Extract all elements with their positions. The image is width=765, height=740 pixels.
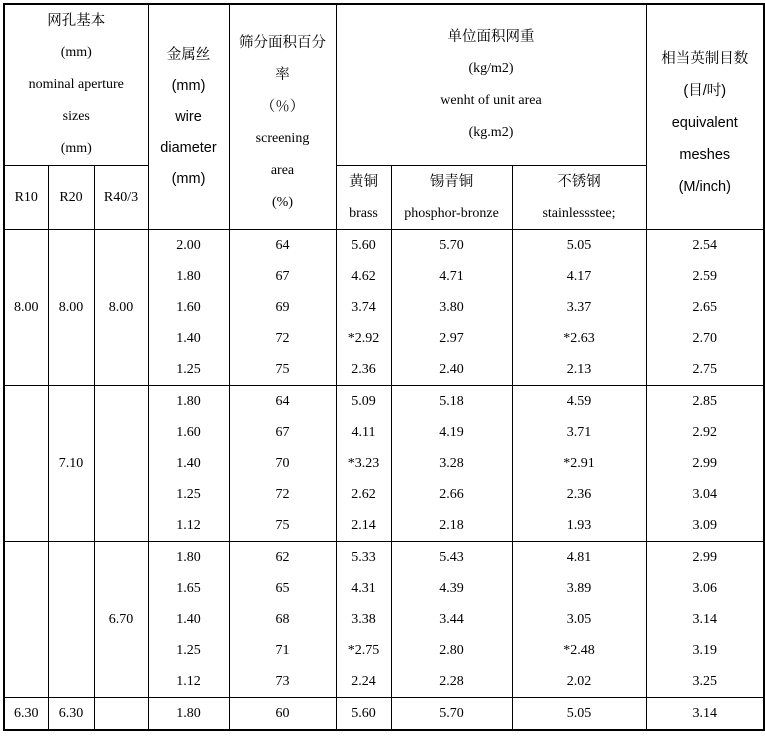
series-cell-r20: 8.00 [48, 230, 94, 386]
cell-steel: 1.93 [512, 510, 646, 542]
cell-brass: 4.31 [336, 573, 391, 604]
header-weight-unit2: (kg.m2) [468, 125, 514, 140]
header-aperture-cn: 网孔基本 [47, 13, 106, 29]
cell-area: 68 [229, 604, 336, 635]
series-cell-r40 [94, 698, 148, 731]
cell-area: 75 [229, 510, 336, 542]
cell-steel: 3.05 [512, 604, 646, 635]
header-bronze-cn: 锡青铜 [429, 173, 474, 190]
cell-bronze: 2.80 [391, 635, 512, 666]
cell-brass: 2.36 [336, 354, 391, 386]
header-area-en2: area [270, 163, 295, 178]
cell-bronze: 3.80 [391, 292, 512, 323]
header-area-cn2: 率 [275, 67, 290, 83]
cell-wire: 1.25 [148, 354, 229, 386]
wire-mesh-spec-table [3, 3, 765, 731]
cell-brass: 3.74 [336, 292, 391, 323]
cell-bronze: 4.71 [391, 261, 512, 292]
cell-brass: *3.23 [336, 448, 391, 479]
cell-area: 72 [229, 479, 336, 510]
header-wire-unit: (mm) [171, 77, 206, 94]
cell-meshes: 3.14 [646, 604, 764, 635]
cell-wire: 1.40 [148, 448, 229, 479]
header-series-r10: R10 [4, 166, 48, 230]
cell-brass: 4.11 [336, 417, 391, 448]
cell-brass: 2.14 [336, 510, 391, 542]
cell-steel: *2.48 [512, 635, 646, 666]
header-screening-area [229, 4, 336, 230]
cell-brass: *2.92 [336, 323, 391, 354]
series-cell-r10: 8.00 [4, 230, 48, 386]
cell-steel: 5.05 [512, 230, 646, 262]
cell-meshes: 3.14 [646, 698, 764, 731]
series-cell-r10 [4, 542, 48, 698]
header-brass-cn: 黄铜 [349, 173, 378, 190]
cell-bronze: 3.44 [391, 604, 512, 635]
cell-brass: 3.38 [336, 604, 391, 635]
cell-steel: 3.89 [512, 573, 646, 604]
cell-bronze: 4.39 [391, 573, 512, 604]
header-eq-unit2: (M/inch) [678, 179, 731, 195]
header-weight-en: wenht of unit area [440, 93, 542, 108]
cell-area: 64 [229, 386, 336, 418]
cell-wire: 1.80 [148, 386, 229, 418]
cell-steel: 2.02 [512, 666, 646, 698]
cell-wire: 1.80 [148, 261, 229, 292]
header-eq-unit: (目/吋) [683, 83, 727, 99]
cell-area: 67 [229, 417, 336, 448]
cell-meshes: 3.04 [646, 479, 764, 510]
cell-wire: 1.25 [148, 635, 229, 666]
header-metal-brass [336, 166, 391, 230]
table-row [4, 698, 764, 731]
header-aperture-en1: nominal aperture [28, 77, 124, 92]
cell-brass: 2.24 [336, 666, 391, 698]
cell-area: 64 [229, 230, 336, 262]
cell-brass: 5.33 [336, 542, 391, 574]
cell-brass: 5.09 [336, 386, 391, 418]
cell-steel: *2.63 [512, 323, 646, 354]
cell-wire: 1.40 [148, 323, 229, 354]
header-eq-en1: equivalent [671, 115, 738, 131]
header-area-en1: screening [255, 131, 310, 146]
series-cell-r10 [4, 386, 48, 542]
series-cell-r20 [48, 542, 94, 698]
header-brass-en: brass [349, 205, 378, 221]
series-cell-r40 [94, 386, 148, 542]
table-row [4, 230, 764, 262]
cell-area: 62 [229, 542, 336, 574]
header-area-unit: (%) [272, 195, 293, 210]
cell-bronze: 2.97 [391, 323, 512, 354]
header-wire-en1: wire [175, 108, 202, 125]
series-cell-r10: 6.30 [4, 698, 48, 731]
header-bronze-en: phosphor-bronze [404, 205, 499, 221]
cell-wire: 1.60 [148, 417, 229, 448]
cell-bronze: 2.66 [391, 479, 512, 510]
cell-area: 65 [229, 573, 336, 604]
header-area-cn1: 筛分面积百分 [239, 35, 326, 51]
cell-wire: 1.65 [148, 573, 229, 604]
cell-area: 70 [229, 448, 336, 479]
header-equivalent-meshes [646, 4, 764, 230]
table-row [4, 542, 764, 574]
cell-steel: 4.59 [512, 386, 646, 418]
cell-steel: 3.71 [512, 417, 646, 448]
cell-wire: 1.60 [148, 292, 229, 323]
cell-bronze: 5.18 [391, 386, 512, 418]
cell-meshes: 2.70 [646, 323, 764, 354]
header-wire-cn: 金属丝 [166, 46, 211, 63]
cell-brass: 5.60 [336, 230, 391, 262]
cell-wire: 1.40 [148, 604, 229, 635]
cell-meshes: 2.59 [646, 261, 764, 292]
cell-wire: 1.12 [148, 666, 229, 698]
header-area-pct: （％） [260, 99, 305, 115]
header-metal-bronze [391, 166, 512, 230]
series-cell-r40: 6.70 [94, 542, 148, 698]
cell-brass: 2.62 [336, 479, 391, 510]
cell-bronze: 2.18 [391, 510, 512, 542]
header-wire-diameter [148, 4, 229, 230]
cell-steel: 3.37 [512, 292, 646, 323]
header-aperture-en2: sizes [62, 109, 90, 124]
cell-bronze: 3.28 [391, 448, 512, 479]
cell-area: 73 [229, 666, 336, 698]
cell-meshes: 2.85 [646, 386, 764, 418]
cell-meshes: 3.06 [646, 573, 764, 604]
header-wire-en2: diameter [160, 139, 217, 156]
cell-meshes: 3.25 [646, 666, 764, 698]
cell-brass: 4.62 [336, 261, 391, 292]
cell-brass: *2.75 [336, 635, 391, 666]
header-aperture-unit: (mm) [60, 45, 92, 60]
series-cell-r20: 6.30 [48, 698, 94, 731]
cell-meshes: 3.19 [646, 635, 764, 666]
cell-bronze: 4.19 [391, 417, 512, 448]
cell-bronze: 5.70 [391, 698, 512, 731]
header-weight-cn: 单位面积网重 [447, 29, 535, 45]
cell-meshes: 2.99 [646, 448, 764, 479]
cell-meshes: 2.99 [646, 542, 764, 574]
cell-wire: 1.25 [148, 479, 229, 510]
cell-bronze: 5.43 [391, 542, 512, 574]
cell-area: 60 [229, 698, 336, 731]
cell-wire: 1.80 [148, 698, 229, 731]
cell-bronze: 2.28 [391, 666, 512, 698]
table-row [4, 386, 764, 418]
header-wire-unit2: (mm) [171, 170, 206, 187]
cell-wire: 1.80 [148, 542, 229, 574]
header-series-r40: R40/3 [94, 166, 148, 230]
cell-steel: *2.91 [512, 448, 646, 479]
series-cell-r40: 8.00 [94, 230, 148, 386]
cell-meshes: 2.75 [646, 354, 764, 386]
cell-wire: 2.00 [148, 230, 229, 262]
header-metal-steel [512, 166, 646, 230]
cell-bronze: 5.70 [391, 230, 512, 262]
header-steel-en: stainlessstee; [542, 205, 616, 221]
cell-meshes: 2.92 [646, 417, 764, 448]
cell-area: 67 [229, 261, 336, 292]
header-unit-weight [336, 4, 646, 166]
cell-area: 71 [229, 635, 336, 666]
cell-meshes: 2.65 [646, 292, 764, 323]
header-series-r20: R20 [48, 166, 94, 230]
header-weight-unit: (kg/m2) [468, 61, 514, 76]
cell-area: 69 [229, 292, 336, 323]
cell-wire: 1.12 [148, 510, 229, 542]
cell-brass: 5.60 [336, 698, 391, 731]
header-steel-cn: 不锈钢 [557, 173, 601, 190]
cell-steel: 4.81 [512, 542, 646, 574]
cell-steel: 5.05 [512, 698, 646, 731]
cell-bronze: 2.40 [391, 354, 512, 386]
cell-steel: 4.17 [512, 261, 646, 292]
cell-steel: 2.13 [512, 354, 646, 386]
cell-meshes: 3.09 [646, 510, 764, 542]
series-cell-r20: 7.10 [48, 386, 94, 542]
cell-steel: 2.36 [512, 479, 646, 510]
header-eq-en2: meshes [679, 147, 731, 163]
cell-area: 72 [229, 323, 336, 354]
header-aperture-unit2: (mm) [60, 141, 92, 156]
cell-meshes: 2.54 [646, 230, 764, 262]
cell-area: 75 [229, 354, 336, 386]
header-aperture [4, 4, 148, 166]
header-eq-cn: 相当英制目数 [661, 51, 749, 67]
